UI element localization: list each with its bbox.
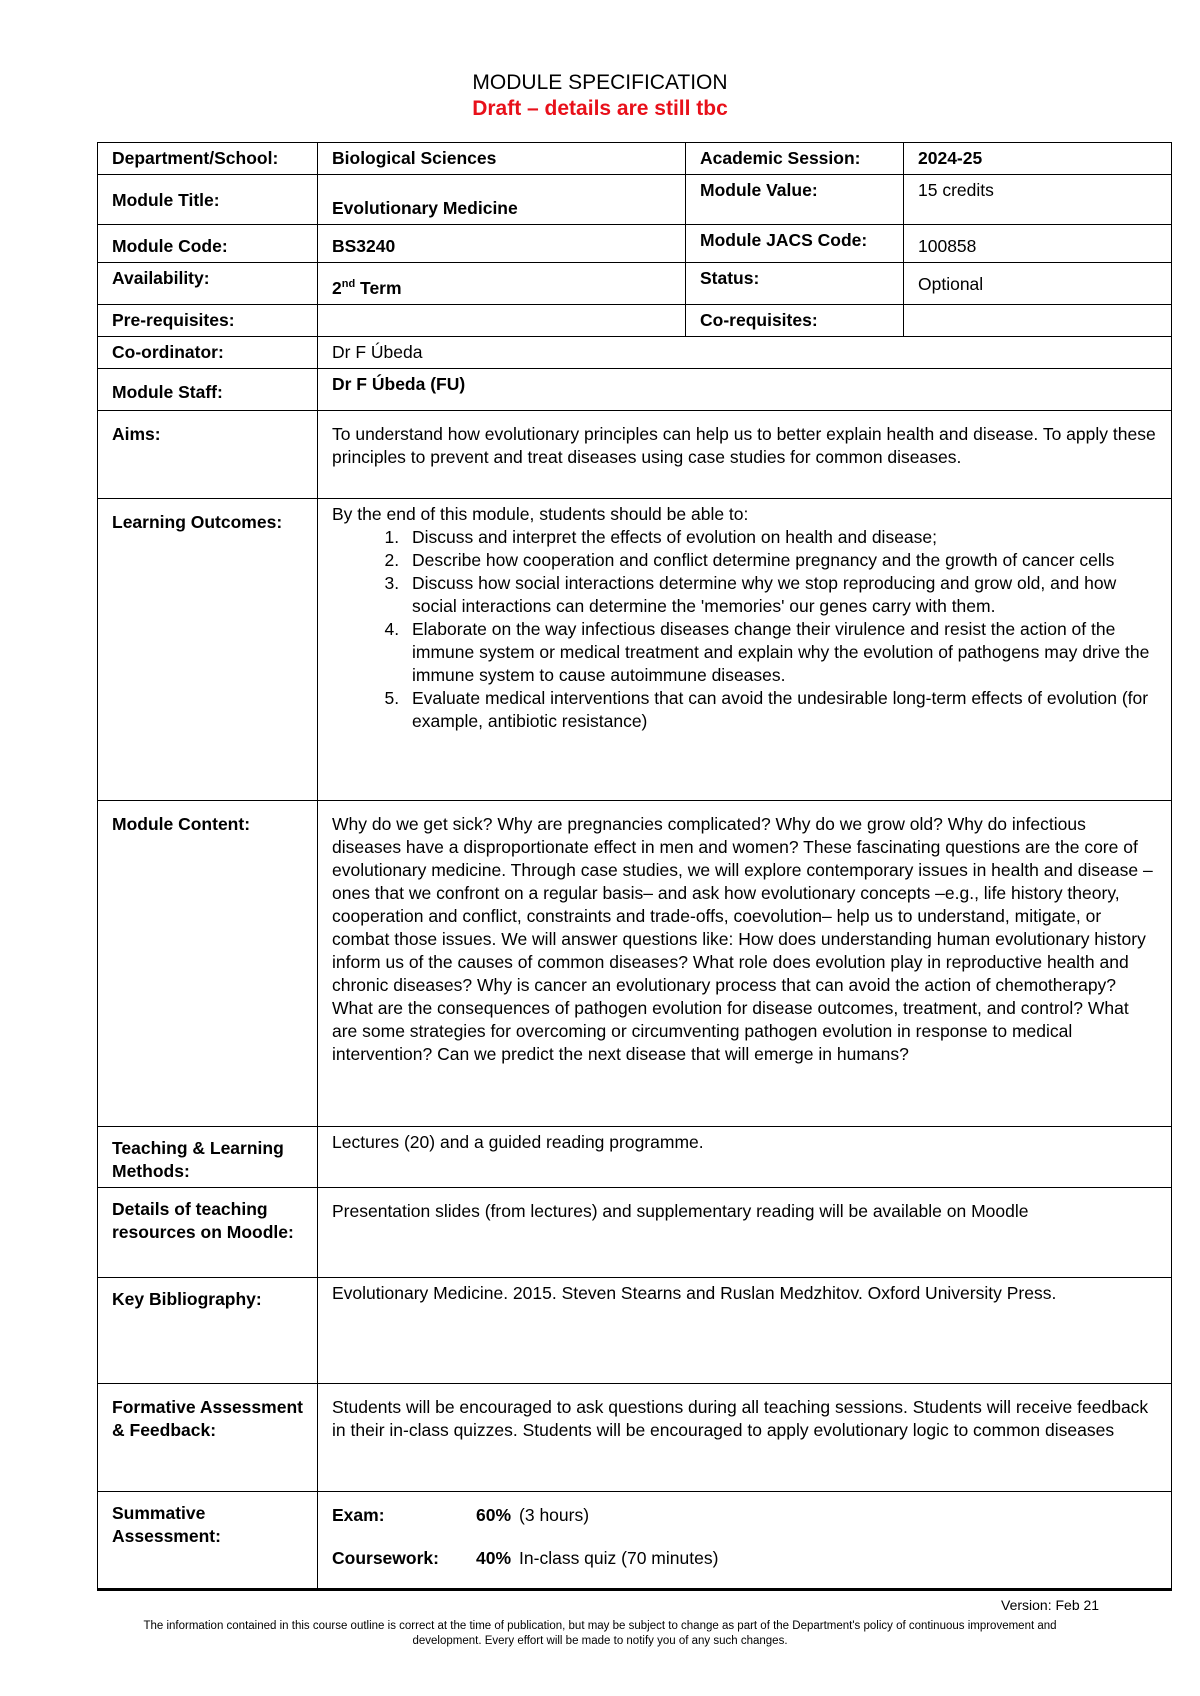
list-item: 3. Discuss how social interactions determine why we stop reproducing and grow old, and how social interactions can determine the 'memories' our genes carry with them. — [404, 572, 1157, 618]
row-coordinator — [98, 336, 1172, 368]
summative-value — [318, 1491, 1172, 1589]
session-label: Academic Session: — [686, 143, 904, 175]
department-label: Department/School: — [98, 143, 318, 175]
outcomes-intro: By the end of this module, students should be able to: — [332, 503, 749, 524]
row-teaching — [98, 1126, 1172, 1187]
row-staff — [98, 368, 1172, 410]
department-value: Biological Sciences — [318, 143, 686, 175]
coursework-label: Coursework: — [332, 1547, 439, 1568]
coursework-detail: In-class quiz (70 minutes) — [519, 1547, 719, 1568]
learning-outcomes-value — [318, 498, 1172, 800]
staff-value: Dr F Úbeda (FU) — [318, 368, 1172, 410]
teaching-methods-label: Teaching & Learning Methods: — [98, 1126, 318, 1187]
list-item: 2. Describe how cooperation and conflict determine pregnancy and the growth of cancer cells — [404, 549, 1157, 572]
coursework-percent: 40% — [476, 1547, 512, 1568]
module-code-label: Module Code: — [98, 225, 318, 263]
learning-outcomes-label: Learning Outcomes: — [98, 498, 318, 800]
row-bibliography — [98, 1277, 1172, 1383]
corequisites-value — [904, 304, 1172, 336]
version-label: Version: Feb 21 — [1001, 1597, 1100, 1613]
summative-label: Summative Assessment: — [98, 1491, 318, 1589]
document-header — [0, 70, 1200, 122]
row-availability — [98, 263, 1172, 305]
staff-label: Module Staff: — [98, 368, 318, 410]
row-resources — [98, 1187, 1172, 1277]
coordinator-label: Co-ordinator: — [98, 336, 318, 368]
row-title — [98, 175, 1172, 225]
formative-value: Students will be encouraged to ask questions during all teaching sessions. Students will receive feedback in their in-class quizzes. Students will be encouraged to apply evolutionary logic to common diseases — [318, 1383, 1172, 1491]
teaching-resources-label: Details of teaching resources on Moodle: — [98, 1187, 318, 1277]
module-value-value: 15 credits — [904, 175, 1172, 225]
jacs-code-label: Module JACS Code: — [686, 225, 904, 263]
bibliography-label: Key Bibliography: — [98, 1277, 318, 1383]
page-title: MODULE SPECIFICATION — [472, 71, 728, 94]
availability-value: 2nd Term — [318, 263, 686, 305]
aims-value: To understand how evolutionary principles can help us to better explain health and disease. To apply these principles to prevent and treat diseases using case studies for common diseases. — [318, 410, 1172, 498]
aims-label: Aims: — [98, 410, 318, 498]
exam-label: Exam: — [332, 1504, 385, 1525]
footer-disclaimer: The information contained in this course outline is correct at the time of publication, but may be subject to change as part of the Department's policy of continuous improvement and development. Every effort will be made to notify you of any such changes. — [143, 1620, 1057, 1647]
list-item: 4. Elaborate on the way infectious diseases change their virulence and resist the action of the immune system or medical treatment and explain why the evolution of pathogens may drive the immune system to cause autoimmune diseases. — [404, 618, 1157, 687]
bibliography-value: Evolutionary Medicine. 2015. Steven Stearns and Ruslan Medzhitov. Oxford University Press. — [318, 1277, 1172, 1383]
jacs-code-value: 100858 — [904, 225, 1172, 263]
teaching-methods-value: Lectures (20) and a guided reading programme. — [318, 1126, 1172, 1187]
row-formative — [98, 1383, 1172, 1491]
teaching-resources-value: Presentation slides (from lectures) and supplementary reading will be available on Moodle — [318, 1187, 1172, 1277]
status-value: Optional — [904, 263, 1172, 305]
coordinator-value: Dr F Úbeda — [318, 336, 1172, 368]
coursework-line — [332, 1547, 1157, 1570]
prerequisites-label: Pre-requisites: — [98, 304, 318, 336]
availability-label: Availability: — [98, 263, 318, 305]
exam-percent: 60% — [476, 1504, 512, 1525]
module-content-label: Module Content: — [98, 800, 318, 1126]
prerequisites-value — [318, 304, 686, 336]
list-item: 1. Discuss and interpret the effects of evolution on health and disease; — [404, 526, 1157, 549]
module-code-value: BS3240 — [318, 225, 686, 263]
corequisites-label: Co-requisites: — [686, 304, 904, 336]
outcomes-list — [332, 526, 1157, 733]
module-content-value: Why do we get sick? Why are pregnancies complicated? Why do we grow old? Why do infectious diseases have a disproportionate effect in men and women? These fascinating questions are the core of evolutionary medicine. Through case studies, we will explore contemporary issues in health and disease –ones that we confront on a regular basis– and ask how evolutionary concepts –e.g., life history theory, cooperation and conflict, constraints and trade-offs, coevolution– help us to understand, mitigate, or combat those issues. We will answer questions like: How does understanding human evolutionary history inform us of the causes of common diseases? What role does evolution play in reproductive health and chronic diseases? Why is cancer an evolutionary process that can avoid the action of chemotherapy? What are the consequences of pathogen evolution for disease outcomes, treatment, and control? What are some strategies for overcoming or circumventing pathogen evolution in response to medical intervention? Can we predict the next disease that will emerge in humans? — [318, 800, 1172, 1126]
row-department — [98, 143, 1172, 175]
status-label: Status: — [686, 263, 904, 305]
row-aims — [98, 410, 1172, 498]
row-content — [98, 800, 1172, 1126]
row-prereq — [98, 304, 1172, 336]
session-value: 2024-25 — [904, 143, 1172, 175]
module-spec-table — [97, 142, 1172, 1591]
formative-label: Formative Assessment & Feedback: — [98, 1383, 318, 1491]
list-item: 5. Evaluate medical interventions that can avoid the undesirable long-term effects of evolution (for example, antibiotic resistance) — [404, 687, 1157, 733]
row-code — [98, 225, 1172, 263]
row-outcomes — [98, 498, 1172, 800]
row-summative — [98, 1491, 1172, 1589]
exam-detail: (3 hours) — [519, 1504, 590, 1525]
draft-notice: Draft – details are still tbc — [472, 97, 728, 120]
exam-line — [332, 1504, 1157, 1527]
module-title-label: Module Title: — [98, 175, 318, 225]
module-title-value: Evolutionary Medicine — [318, 175, 686, 225]
module-value-label: Module Value: — [686, 175, 904, 225]
